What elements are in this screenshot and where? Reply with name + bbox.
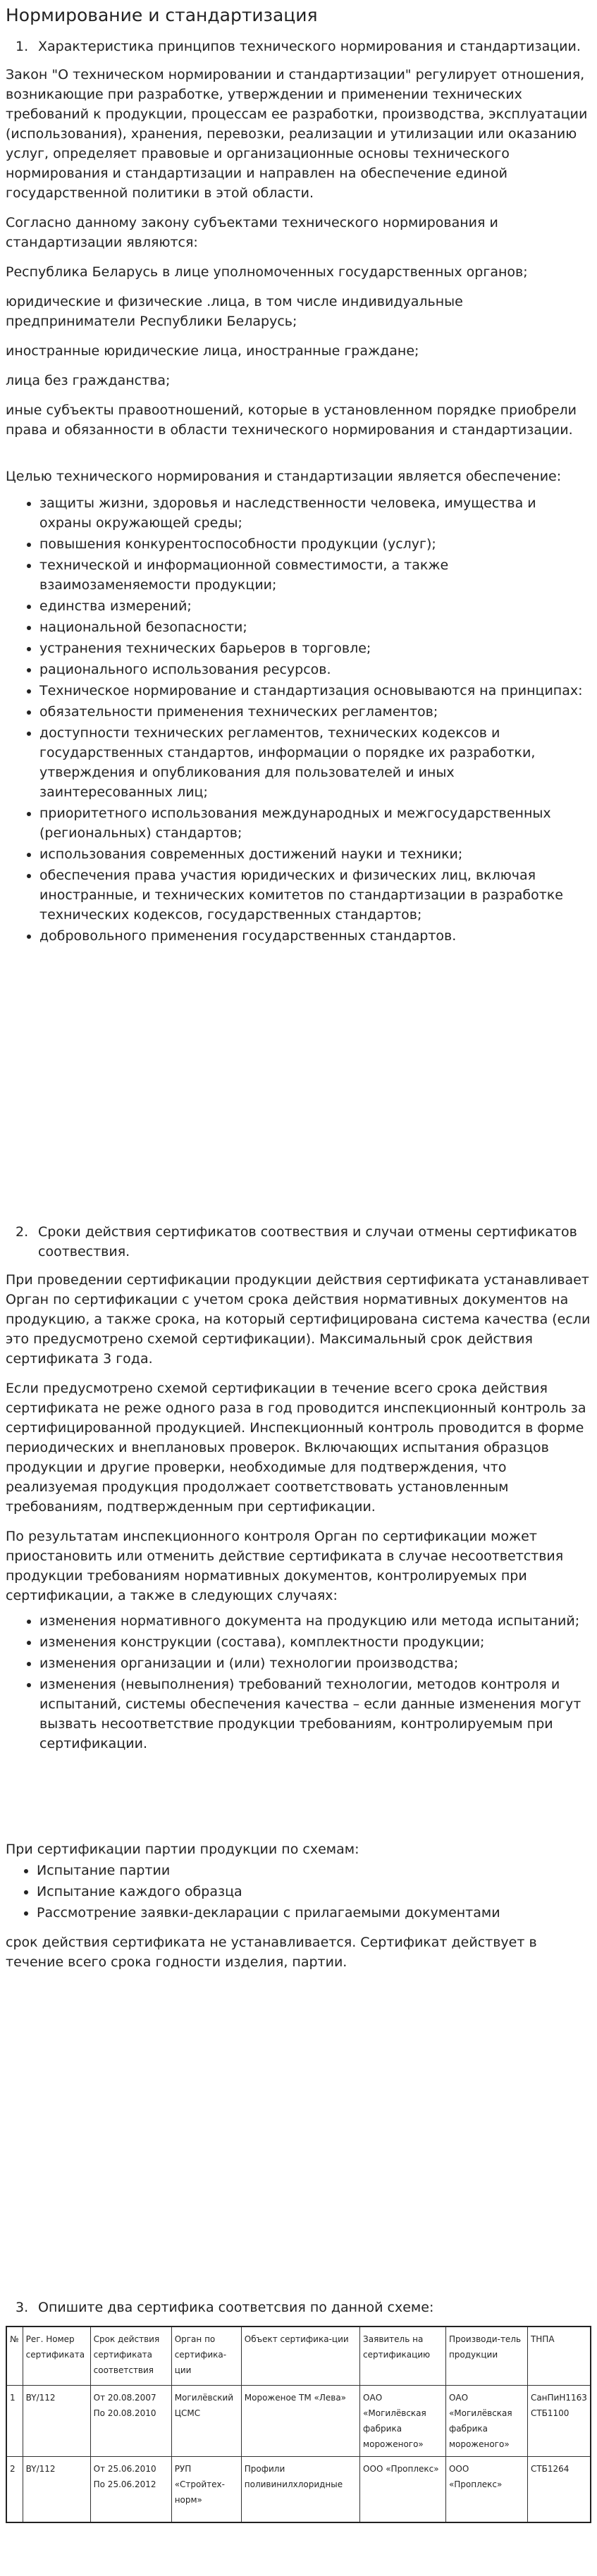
list-item: • добровольного применения государственных стандартов. — [39, 926, 591, 946]
cases-list — [6, 1611, 591, 1754]
list-item: • изменения конструкции (состава), комплектности продукции; — [39, 1632, 591, 1652]
section-3-title: Опишите два сертифика соответсвия по данной схеме: — [38, 2300, 434, 2315]
section-3-heading — [6, 2298, 591, 2317]
table-cell: BY/112 — [23, 2386, 90, 2457]
table-row — [6, 2386, 591, 2457]
paragraph: юридические и физические .лица, в том числе индивидуальные предприниматели Республики Беларусь; — [6, 294, 463, 329]
list-item: • Техническое нормирование и стандартизация основываются на принципах: — [39, 681, 591, 701]
paragraph: Согласно данному закону субъектами технического нормирования и стандартизации являются: — [6, 215, 498, 250]
table-cell: ОАО «Могилёвская фабрика мороженого» — [360, 2386, 446, 2457]
section-2-heading — [6, 1222, 591, 1262]
paragraph: Закон "О техническом нормировании и стандартизации" регулирует отношения, возникающие при разработке, утверждении и применении технических требований к продукции, процессам ее разработки, производства, эксплуатации (использования), хранения, перевозки, реализации и утилизации или оказанию услуг, определяет правовые и организационные основы технического нормирования и стандартизации и направлен на обеспечение единой государственной политики в этой области. — [6, 67, 588, 201]
paragraph: лица без гражданства; — [6, 373, 171, 388]
paragraph: По результатам инспекционного контроля Орган по сертификации может приостановить или отменить действие сертификата в случае несоответствия продукции требованиям нормативных документов, контролируемых при сертификации, а также в следующих случаях: — [6, 1529, 564, 1603]
blank-space — [6, 1763, 591, 1839]
table-cell: ОАО «Могилёвская фабрика мороженого» — [445, 2386, 527, 2457]
list-item: • использования современных достижений науки и техники; — [39, 844, 591, 864]
list-item: • технической и информационной совместимости, а также взаимозаменяемости продукции; — [39, 555, 591, 595]
list-item: • рационального использования ресурсов. — [39, 660, 591, 679]
list-item: • изменения (невыполнения) требований технологии, методов контроля и испытаний, системы обеспечения качества – если данные изменения могут вызвать несоответствие продукции требованиям, контролируемым при сертификации. — [39, 1675, 591, 1754]
column-header: Заявитель на сертификацию — [360, 2327, 446, 2386]
list-item: • обеспечения права участия юридических и физических лиц, включая иностранные, и технических комитетов по стандартизации в разработке технических кодексов, государственных стандартов; — [39, 865, 591, 925]
list-item: • устранения технических барьеров в торговле; — [39, 639, 591, 658]
table-cell: BY/112 — [23, 2457, 90, 2523]
list-item: • изменения организации и (или) технологии производства; — [39, 1653, 591, 1673]
column-header: № — [6, 2327, 23, 2386]
table-cell: Мороженое ТМ «Лева» — [241, 2386, 359, 2457]
blank-space — [6, 1982, 591, 2298]
blank-space — [6, 956, 591, 1222]
table-header-row — [6, 2327, 591, 2386]
section-2-number: 2. — [16, 1224, 29, 1240]
paragraph: иностранные юридические лица, иностранные граждане; — [6, 343, 419, 359]
table-cell: ООО «Проплекс» — [445, 2457, 527, 2523]
table-cell: Могилёвский ЦСМС — [171, 2386, 241, 2457]
table-cell: РУП «Стройтех-норм» — [171, 2457, 241, 2523]
list-item: • национальной безопасности; — [39, 617, 591, 637]
table-cell: От 25.06.2010 По 25.06.2012 — [90, 2457, 171, 2523]
paragraph: Целью технического нормирования и стандартизации является обеспечение: — [6, 469, 562, 484]
table-row — [6, 2457, 591, 2523]
batch-schemes-list — [6, 1861, 591, 1923]
paragraph: иные субъекты правоотношений, которые в установленном порядке приобрели права и обязанности в области технического нормирования и стандартизации. — [6, 402, 577, 438]
list-item: • Испытание партии — [37, 1861, 591, 1880]
goals-list — [6, 493, 591, 946]
list-item: • Рассмотрение заявки-декларации с прилагаемыми документами — [37, 1903, 591, 1923]
paragraph: При проведении сертификации продукции действия сертификата устанавливает Орган по сертификации с учетом срока действия нормативных документов на продукцию, а также срока, на который сертифицирована система качества (если это предусмотрено схемой сертификации). Максимальный срок действия сертификата 3 года. — [6, 1272, 591, 1367]
table-cell: 2 — [6, 2457, 23, 2523]
list-item: • доступности технических регламентов, технических кодексов и государственных стандартов, информации о порядке их разработки, утверждения и опубликования для пользователей и иных заинтересованных лиц; — [39, 723, 591, 802]
column-header: Рег. Номер сертификата — [23, 2327, 90, 2386]
section-2-title: Сроки действия сертификатов соотвествия и случаи отмены сертификатов соотвествия. — [38, 1224, 577, 1259]
section-1-number: 1. — [16, 39, 29, 54]
list-item: • защиты жизни, здоровья и наследственности человека, имущества и охраны окружающей среды; — [39, 493, 591, 533]
paragraph: Республика Беларусь в лице уполномоченных государственных органов; — [6, 264, 528, 280]
section-1-title: Характеристика принципов технического нормирования и стандартизации. — [38, 39, 581, 54]
batch-intro: При сертификации партии продукции по схемам: — [6, 1842, 359, 1857]
list-item: • обязательности применения технических регламентов; — [39, 702, 591, 722]
column-header: ТНПА — [527, 2327, 591, 2386]
list-item: • изменения нормативного документа на продукцию или метода испытаний; — [39, 1611, 591, 1631]
paragraph: Если предусмотрено схемой сертификации в течение всего срока действия сертификата не реже одного раза в год проводится инспекционный контроль за сертифицированной продукцией. Инспекционный контроль проводится в форме периодических и внеплановых проверок. Включающих испытания образцов продукции и другие проверки, необходимые для подтверждения, что реализуемая продукция продолжает соответствовать установленным требованиям, подтвержденным при сертификации. — [6, 1381, 586, 1515]
table-cell: От 20.08.2007 По 20.08.2010 — [90, 2386, 171, 2457]
column-header: Срок действия сертификата соответствия — [90, 2327, 171, 2386]
table-cell: Профили поливинилхлоридные — [241, 2457, 359, 2523]
certificates-table — [6, 2326, 591, 2523]
list-item: • единства измерений; — [39, 596, 591, 616]
table-cell: СТБ1264 — [527, 2457, 591, 2523]
section-3-number: 3. — [16, 2300, 29, 2315]
table-cell: ООО «Проплекс» — [360, 2457, 446, 2523]
batch-outro: срок действия сертификата не устанавливается. Сертификат действует в течение всего срока годности изделия, партии. — [6, 1935, 537, 1970]
column-header: Объект сертифика-ции — [241, 2327, 359, 2386]
list-item: • Испытание каждого образца — [37, 1882, 591, 1902]
list-item: • приоритетного использования международных и межгосударственных (региональных) стандартов; — [39, 803, 591, 843]
page-title: Нормирование и стандартизация — [6, 5, 318, 25]
column-header: Производи-тель продукции — [445, 2327, 527, 2386]
section-1-heading — [6, 37, 591, 56]
list-item: • повышения конкурентоспособности продукции (услуг); — [39, 534, 591, 554]
table-cell: СанПиН1163 СТБ1100 — [527, 2386, 591, 2457]
column-header: Орган по сертифика-ции — [171, 2327, 241, 2386]
table-cell: 1 — [6, 2386, 23, 2457]
